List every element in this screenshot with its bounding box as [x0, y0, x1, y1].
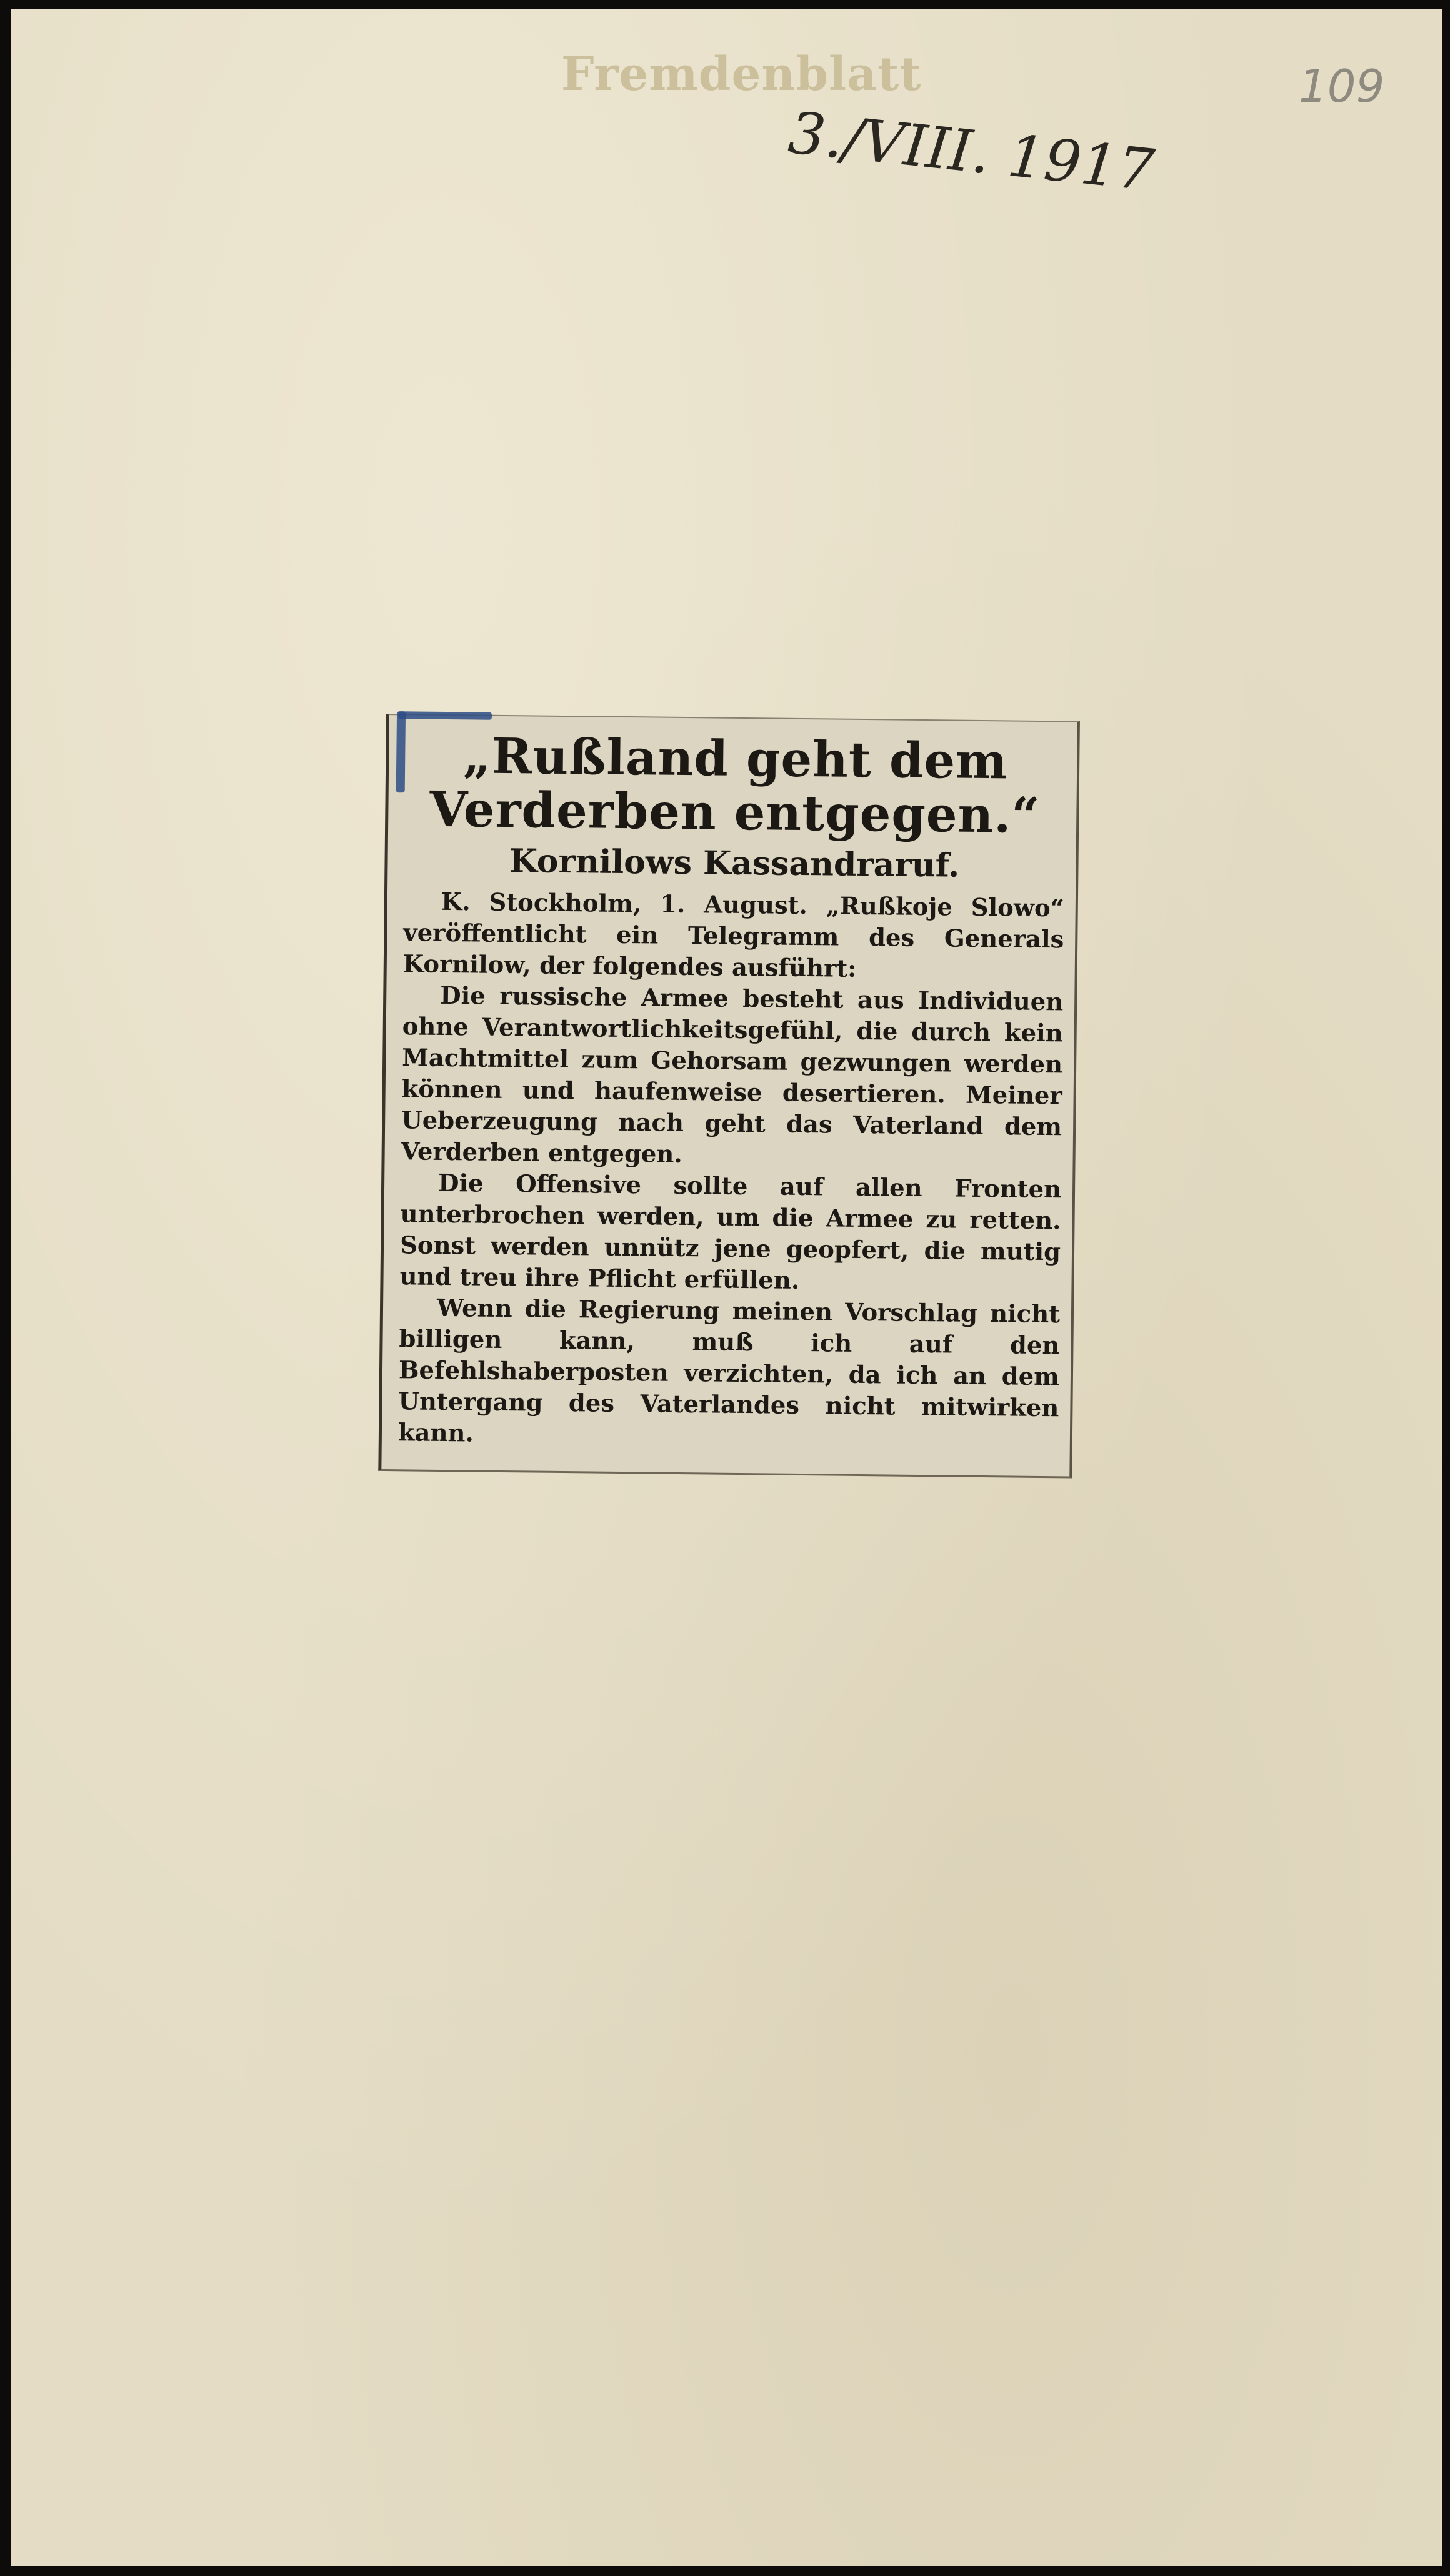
clipping-paragraph-2: Die russische Armee besteht aus Individuen ohne Verantwortlichkeitsgefühl, die durch kein Machtmittel zum Gehorsam gezwungen werden können und haufenweise desertieren. Meiner Ueberzeugung nach geht das Vaterland dem Verderben entgegen.	[401, 981, 1064, 1169]
clipping-paragraph-1: K. Stockholm, 1. August. „Rußkoje Slowo“ veröffentlicht ein Telegramm des Generals Kornilow, der folgendes ausführt:	[402, 887, 1065, 983]
clipping-headline: „Rußland geht dem Verderben entgegen.“	[429, 727, 1041, 844]
folio-number: 109	[1299, 60, 1385, 112]
handwritten-date: 3./VIII. 1917	[785, 99, 1158, 204]
clipping-paragraph-4: Wenn die Regierung meinen Vorschlag nicht billigen kann, muß ich auf den Befehlshaberposten verzichten, da ich an dem Untergang des Vaterlandes nicht mitwirken kann.	[398, 1294, 1061, 1448]
blue-pencil-mark-horizontal	[398, 711, 492, 720]
archive-sheet	[11, 9, 1442, 2566]
clipping-subheadline: Kornilows Kassandraruf.	[509, 842, 960, 885]
newspaper-stamp: Fremdenblatt	[561, 47, 922, 101]
blue-pencil-mark	[396, 711, 406, 792]
clipping-paragraph-3: Die Offensive sollte auf allen Fronten unterbrochen werden, um die Armee zu retten. Sonst werden unnütz jene geopfert, die mutig und treu ihre Pflicht erfüllen.	[399, 1169, 1062, 1295]
newspaper-clipping	[378, 714, 1080, 1479]
